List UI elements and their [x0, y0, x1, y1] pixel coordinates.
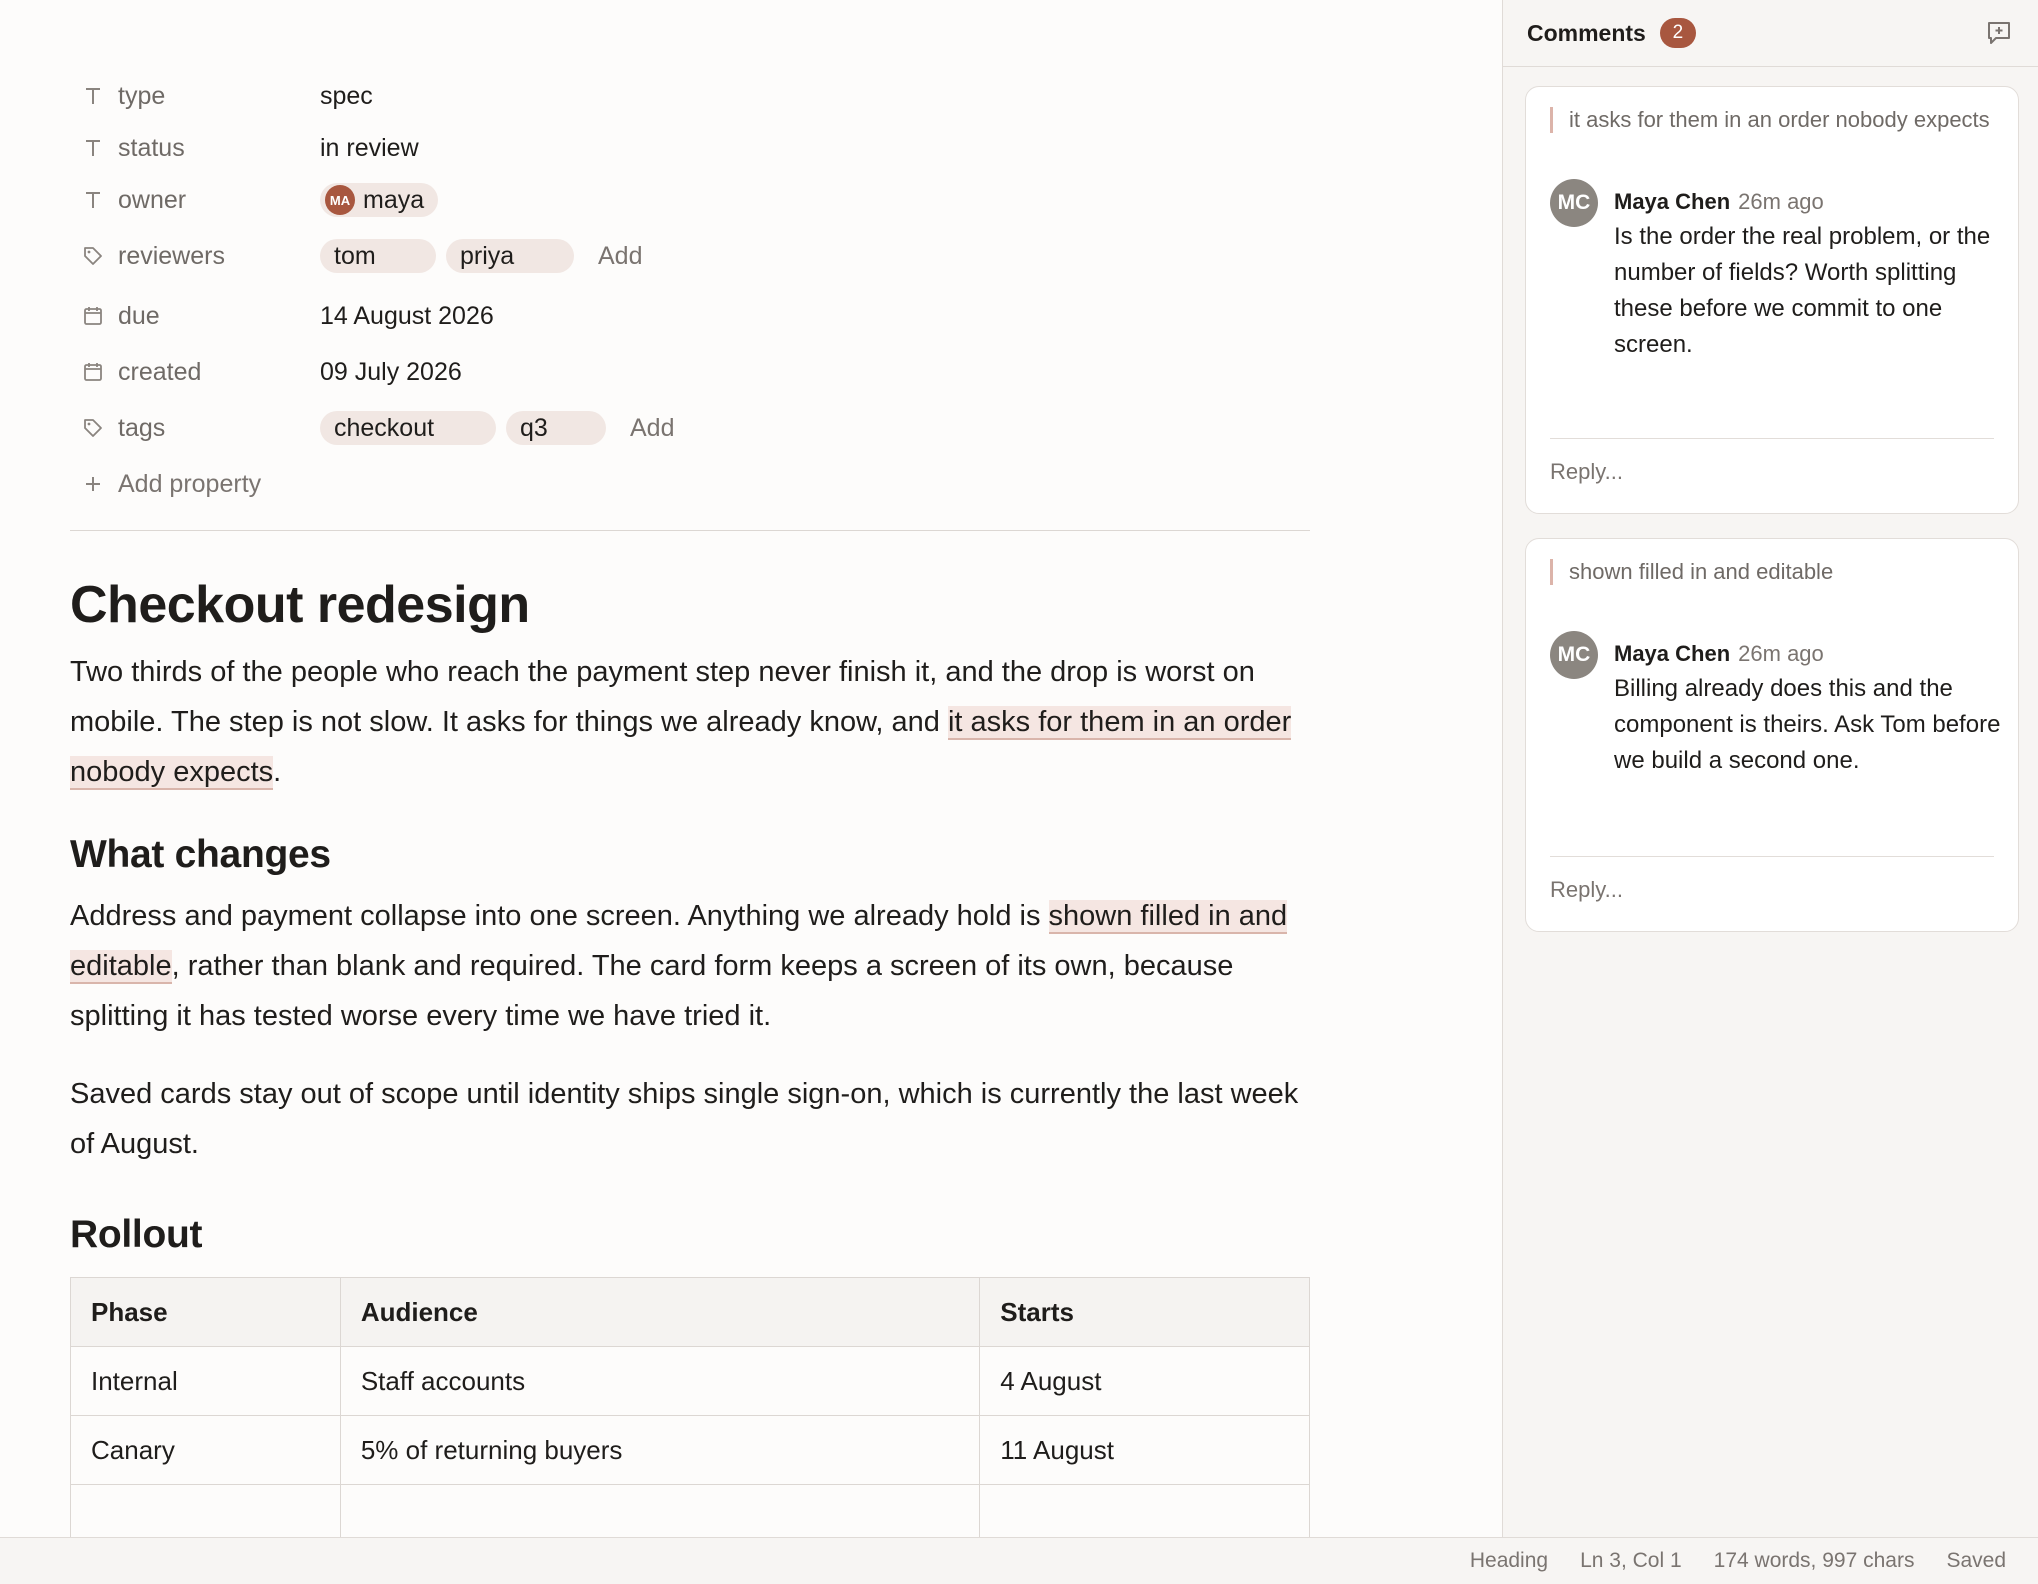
cursor-position: Ln 3, Col 1: [1580, 1549, 1682, 1572]
tag-icon: [82, 417, 104, 439]
property-value[interactable]: [320, 82, 373, 111]
property-value[interactable]: [320, 239, 642, 273]
comment-meta: [1614, 189, 1824, 215]
table-row: [71, 1347, 1310, 1416]
heading-rollout[interactable]: Rollout: [70, 1213, 203, 1256]
table-header-row: [71, 1278, 1310, 1347]
property-name: [70, 186, 320, 215]
table-header[interactable]: Phase: [71, 1278, 341, 1347]
document-content: [70, 0, 1310, 1537]
text-icon: [82, 137, 104, 159]
paragraph[interactable]: Saved cards stay out of scope until identity ships single sign-on, which is currently the last week of August.: [70, 1078, 1299, 1160]
property-label: tags: [118, 413, 166, 442]
add-property-label: Add property: [118, 469, 262, 498]
property-status[interactable]: [70, 122, 1310, 174]
reviewer-chip[interactable]: priya: [446, 239, 574, 273]
table-row: [71, 1485, 1310, 1538]
text: , rather than blank and required. The card form keeps a screen of its own, because splitting it has tested worse every time we have tried it.: [70, 950, 1234, 1032]
paragraph[interactable]: [70, 647, 1310, 797]
comment-quote: shown filled in and editable: [1550, 559, 1990, 585]
property-created[interactable]: [70, 346, 1310, 398]
text: Address and payment collapse into one screen. Anything we already hold is: [70, 900, 1049, 932]
comments-header: [1503, 0, 2038, 67]
property-value[interactable]: [320, 134, 419, 163]
reply-input[interactable]: Reply...: [1550, 877, 1623, 902]
comments-sidebar: [1502, 0, 2038, 1537]
comment-thread[interactable]: [1525, 538, 2019, 932]
comments-title: Comments: [1527, 19, 1646, 46]
property-value[interactable]: [320, 358, 462, 387]
property-owner[interactable]: [70, 174, 1310, 226]
comment-quote: it asks for them in an order nobody expects: [1550, 107, 1990, 133]
property-label: reviewers: [118, 241, 225, 270]
property-value[interactable]: [320, 183, 438, 217]
comment-highlight[interactable]: shown filled in and editable: [70, 900, 1288, 982]
comment-count-badge: 2: [1660, 18, 1696, 48]
comment-meta: [1614, 641, 1824, 667]
property-label: created: [118, 357, 202, 386]
add-reviewer-button[interactable]: Add: [598, 241, 643, 270]
owner-chip[interactable]: [320, 183, 438, 217]
calendar-icon: [82, 361, 104, 383]
status-value[interactable]: in review: [320, 133, 419, 162]
property-label: type: [118, 81, 166, 110]
property-label: status: [118, 133, 185, 162]
property-value[interactable]: [320, 302, 494, 331]
heading-what-changes[interactable]: What changes: [70, 833, 331, 876]
comment-author: Maya Chen: [1614, 641, 1731, 666]
tag-icon: [82, 245, 104, 267]
property-value[interactable]: [320, 411, 674, 445]
property-name: [70, 358, 320, 387]
comment-divider: [1550, 438, 1994, 439]
add-property[interactable]: [70, 470, 261, 499]
property-label: due: [118, 301, 160, 330]
tag-chip[interactable]: q3: [506, 411, 606, 445]
text-icon: [82, 189, 104, 211]
table-cell[interactable]: Staff accounts: [340, 1347, 979, 1416]
text-icon: [82, 85, 104, 107]
add-tag-button[interactable]: Add: [630, 413, 675, 442]
save-status: Saved: [1946, 1549, 2006, 1572]
owner-name: maya: [363, 185, 425, 214]
word-count: 174 words, 997 chars: [1713, 1549, 1915, 1572]
table-cell[interactable]: [71, 1485, 341, 1538]
property-name: [70, 414, 320, 443]
due-date-value[interactable]: 14 August 2026: [320, 301, 494, 330]
page-title[interactable]: Checkout redesign: [70, 576, 530, 634]
property-name: [70, 302, 320, 331]
type-value[interactable]: spec: [320, 81, 373, 110]
property-tags[interactable]: [70, 398, 1310, 458]
reply-input[interactable]: Reply...: [1550, 459, 1623, 484]
comment-time: 26m ago: [1738, 641, 1824, 666]
created-date-value[interactable]: 09 July 2026: [320, 357, 462, 386]
status-bar: [0, 1537, 2038, 1584]
table-cell[interactable]: [340, 1485, 979, 1538]
comment-author: Maya Chen: [1614, 189, 1731, 214]
avatar: MC: [1550, 179, 1598, 227]
table-header[interactable]: Starts: [980, 1278, 1310, 1347]
property-type[interactable]: [70, 70, 1310, 122]
comment-text: Billing already does this and the component is theirs. Ask Tom before we build a second one.: [1614, 675, 2001, 774]
avatar: MA: [325, 185, 355, 215]
comment-time: 26m ago: [1738, 189, 1824, 214]
comment-text: Is the order the real problem, or the number of fields? Worth splitting these before we commit to one screen.: [1614, 223, 1991, 358]
text: Two thirds of the people who reach the payment step never finish it, and the drop is worst on mobile. The step is not slow. It asks for things we already know, and: [70, 656, 1255, 738]
avatar: MC: [1550, 631, 1598, 679]
paragraph[interactable]: [70, 891, 1310, 1041]
table-cell[interactable]: Internal: [71, 1347, 341, 1416]
table-cell[interactable]: 11 August: [980, 1416, 1310, 1485]
table-cell[interactable]: 4 August: [980, 1347, 1310, 1416]
comment-thread[interactable]: [1525, 86, 2019, 514]
table-row: [71, 1416, 1310, 1485]
property-name: [70, 242, 320, 271]
property-due[interactable]: [70, 286, 1310, 346]
comment-divider: [1550, 856, 1994, 857]
block-type-status[interactable]: Heading: [1469, 1549, 1549, 1572]
tag-chip[interactable]: checkout: [320, 411, 496, 445]
table-cell[interactable]: Canary: [71, 1416, 341, 1485]
reviewer-chip[interactable]: tom: [320, 239, 436, 273]
table-cell[interactable]: 5% of returning buyers: [340, 1416, 979, 1485]
table-header[interactable]: Audience: [340, 1278, 979, 1347]
property-name: [70, 134, 320, 163]
add-property-button[interactable]: [70, 458, 1310, 510]
property-reviewers[interactable]: [70, 226, 1310, 286]
comment-highlight[interactable]: it asks for them in an order nobody expects: [70, 706, 1292, 788]
calendar-icon: [82, 305, 104, 327]
rollout-table[interactable]: [70, 1277, 1310, 1537]
properties-divider: [70, 530, 1310, 531]
add-comment-icon[interactable]: [1984, 18, 2014, 48]
plus-icon: [82, 473, 104, 495]
table-cell[interactable]: [980, 1485, 1310, 1538]
properties-panel: [70, 0, 1310, 510]
text: .: [273, 756, 282, 788]
property-label: owner: [118, 185, 187, 214]
property-name: [70, 82, 320, 111]
